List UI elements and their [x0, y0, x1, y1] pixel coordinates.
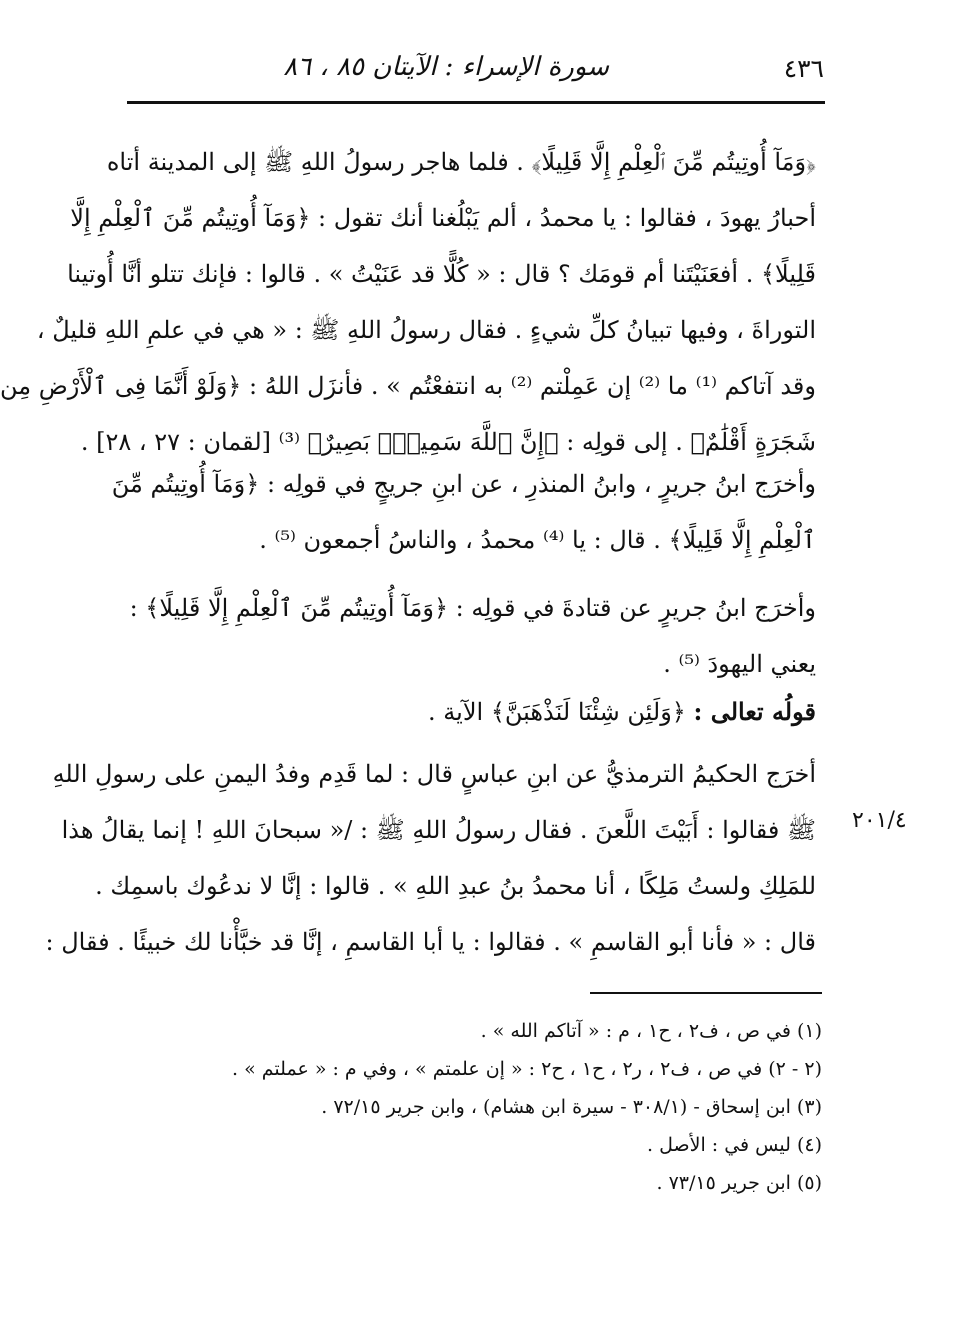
footnote: (٥) ابن جرير ٧٣/١٥ .: [656, 1172, 822, 1194]
footnote-rule: [590, 992, 822, 994]
text-line: للمَلِكِ ولستُ مَلِكًا ، أنا محمدُ بنُ عبدِ اللهِ » . قالوا : إنَّا لا ندعُوك باسمِك .: [95, 872, 816, 900]
text-line: قَلِيلًا﴾ . أفعَنَيْتَنا أم قومَك ؟ قال : « كُلًّا قد عَنَيْتُ » . قالوا : فإنك تتلو أنَّا أُوتينا: [67, 260, 816, 288]
paragraph-2: [106, 456, 816, 568]
page-number: ٤٣٦: [783, 54, 824, 83]
paragraph-1: [0, 134, 816, 470]
heading-label: قولُه تعالى :: [693, 697, 816, 726]
text-line: شَجَرَةٍ أَقْلَٰمٌ﴾ . إلى قولِه : ﴿إِنَّ ٱللَّهَ سَمِيعٌۢ بَصِيرٌ﴾ ⁽³⁾ [لقمان : ٢٧ ، ٢٨] .: [80, 428, 816, 456]
text-line: يعني اليهودَ ⁽⁵⁾ .: [663, 650, 816, 678]
text-line: ﷺ فقالوا : أَبَيْتَ اللَّعنَ . فقال رسولُ اللهِ ﷺ : /« سبحانَ اللهِ ! إنما يقالُ هذا: [61, 816, 816, 844]
text-line: التوراةَ ، وفيها تبيانُ كلِّ شيءٍ . فقال رسولُ اللهِ ﷺ : « هي في علمِ اللهِ قليلٌ ،: [36, 316, 816, 344]
text-line: قال : « فأنا أبو القاسمِ » . فقالوا : يا أبا القاسمِ ، إنَّا قد خبَّأْنا لك خبيئًا . فقال :: [45, 928, 816, 956]
text-line: أحبارُ يهودَ ، فقالوا : يا محمدُ ، ألم يَبْلُغنا أنك تقول : ﴿وَمَآ أُوتِيتُم مِّنَ ٱلْعِلْمِ إِلَّا: [70, 204, 816, 232]
text-line: وقد آتاكم ⁽¹⁾ ما ⁽²⁾ إن عَمِلْتم ⁽²⁾ به انتفعْتُم » . فأنزَل اللهُ : ﴿وَلَوْ أَنَّمَا فِى ٱلْأَرْضِ مِن: [0, 372, 816, 400]
footnote: (٣) ابن إسحاق - (٣٠٨/١ - سيرة ابن هشام) ، وابن جرير ٧٢/١٥ .: [321, 1096, 822, 1118]
paragraph-4: [45, 746, 816, 970]
text-line: أخرَج الحكيمُ الترمذيُّ عن ابنِ عباسٍ قال : لما قَدِم وفدُ اليمنِ على رسولِ اللهِ: [52, 760, 816, 788]
running-title: سورة الإسراء : الآيتان ٨٥ ، ٨٦: [283, 52, 609, 82]
footnotes: [162, 1012, 822, 1202]
paragraph-3: [106, 580, 816, 692]
footnote: (١) في ص ، ف٢ ، ح١ ، م : « آتاكم الله » .: [480, 1020, 822, 1042]
text-line: وأخرَج ابنُ جريرٍ عن قتادةَ في قولِه : ﴿وَمَآ أُوتِيتُم مِّنَ ٱلْعِلْمِ إِلَّا قَلِيلًا﴾ :: [129, 594, 816, 622]
section-heading: [106, 684, 816, 740]
page-header: [124, 50, 824, 90]
text-line: ﴿وَمَآ أُوتِيتُم مِّنَ ٱلْعِلْمِ إِلَّا قَلِيلًا﴾ . فلما هاجر رسولُ اللهِ ﷺ إلى المدينة أتاه: [106, 148, 816, 176]
heading-verse: ﴿وَلَئِن شِئْنَا لَنَذْهَبَنَّ﴾ الآية .: [428, 698, 686, 726]
header-rule: [127, 101, 825, 104]
heading-line: [106, 684, 816, 740]
footnote: (٤) ليس في : الأصل .: [647, 1134, 822, 1156]
text-line: ٱلْعِلْمِ إِلَّا قَلِيلًا﴾ . قال : يا ⁽⁴⁾ محمدُ ، والناسُ أجمعون ⁽⁵⁾ .: [259, 526, 816, 554]
margin-reference: ٢٠١/٤: [852, 808, 907, 833]
footnote: (٢ - ٢) في ص ، ف٢ ، ر٢ ، ح١ ، ح٢ : « إن علمتم » ، وفي م : « عملتم » .: [232, 1058, 822, 1080]
text-line: وأخرَج ابنُ جريرٍ ، وابنُ المنذرِ ، عن ابنِ جريجٍ في قولِه : ﴿وَمَآ أُوتِيتُم مِّنَ: [111, 470, 816, 498]
